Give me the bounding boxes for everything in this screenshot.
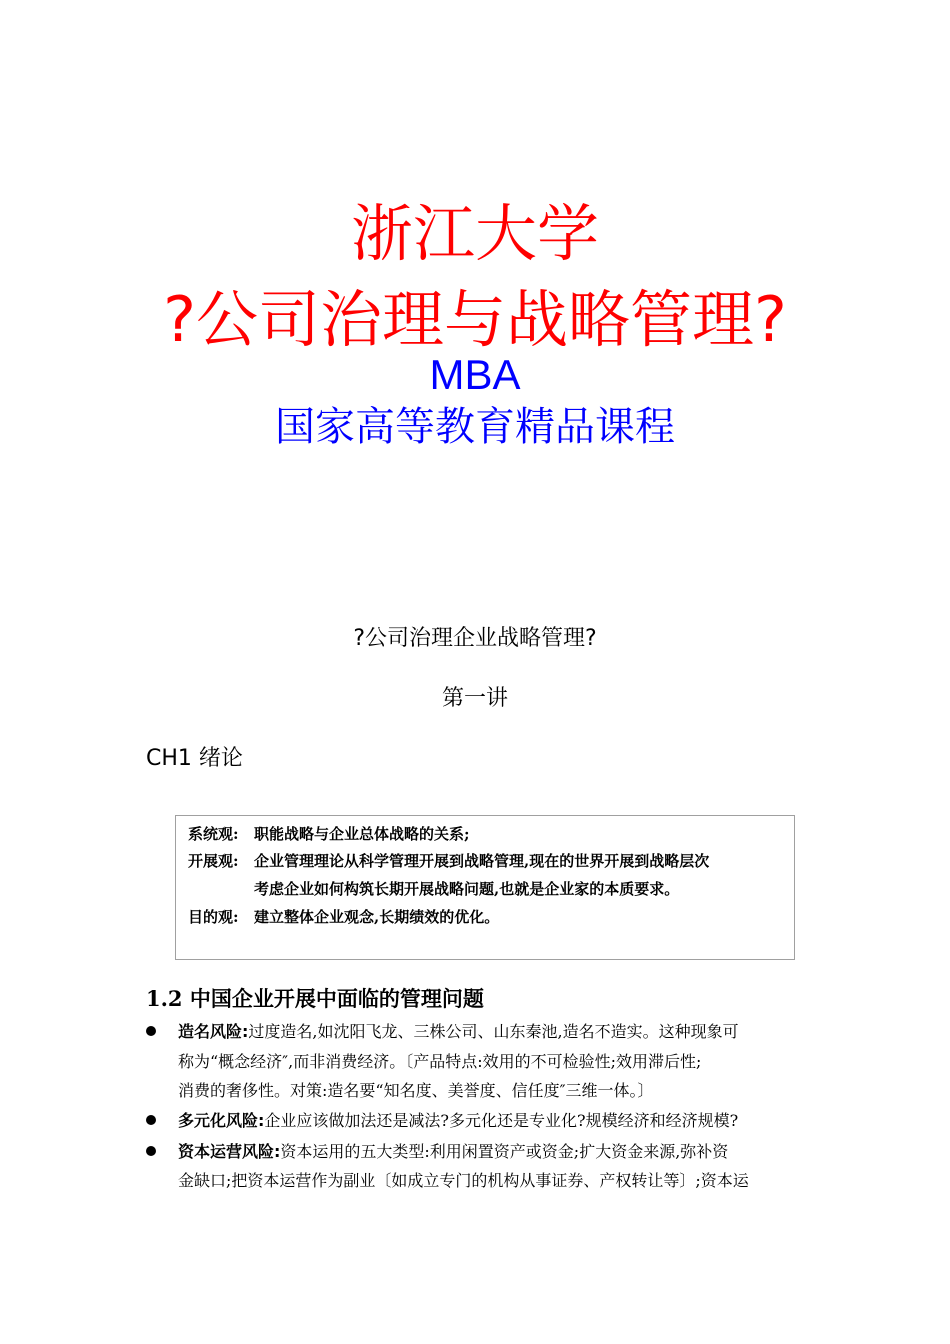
course-title: ?公司治理企业战略管理? [353,626,597,651]
list-item-line: 称为“概念经济″,而非消费经济。〔产品特点:效用的不可检验性;效用滞后性; [178,1052,702,1071]
box-row-system [188,823,470,845]
list-item [178,1107,738,1134]
box-row-text: 企业管理理论从科学管理开展到战略管理,现在的世界开展到战略层次 [254,852,710,870]
list-item-term: 造名风险: [178,1022,249,1041]
box-row-development [188,850,709,872]
list-item-term: 资本运营风险: [178,1142,281,1161]
lecture-label: 第一讲 [441,686,508,711]
list-item-line: 消费的奢侈性。对策:造名要“知名度、美誉度、信任度″三维一体。〕 [178,1081,654,1100]
list-item-text: 过度造名,如沈阳飞龙、三株公司、山东秦池,造名不造实。这种现象可 [248,1022,739,1041]
cover-mba-label: MBA [429,351,521,398]
cover-title-university: 浙江大学 [350,197,599,270]
cover-title-course: ?公司治理与战略管理? [163,283,787,356]
list-item [178,1018,739,1045]
bullet-dot [146,1026,156,1036]
box-row-purpose [188,906,499,928]
list-item-line: 金缺口;把资本运营作为副业〔如成立专门的机构从事证券、产权转让等〕;资本运 [178,1171,749,1190]
section-heading: 1.2 中国企业开展中面临的管理问题 [146,986,484,1011]
box-row-label: 系统观: [188,825,239,843]
box-row-label: 目的观: [188,908,239,926]
cover-subtitle: 国家高等教育精品课程 [275,404,675,450]
list-item-text: 企业应该做加法还是减法?多元化还是专业化?规模经济和经济规模? [264,1111,739,1130]
list-item [178,1138,728,1165]
box-row-development-cont: 考虑企业如何构筑长期开展战略问题,也就是企业家的本质要求。 [254,880,680,898]
box-row-text: 职能战略与企业总体战略的关系; [254,825,470,843]
list-item-text: 资本运用的五大类型:利用闲置资产或资金;扩大资金来源,弥补资 [280,1142,729,1161]
bullet-dot [146,1146,156,1156]
list-item-term: 多元化风险: [178,1111,265,1130]
box-row-text: 建立整体企业观念,长期绩效的优化。 [254,908,500,926]
bullet-dot [146,1115,156,1125]
chapter-heading: CH1 绪论 [146,746,243,771]
concept-box [175,815,795,960]
box-row-label: 开展观: [188,852,239,870]
